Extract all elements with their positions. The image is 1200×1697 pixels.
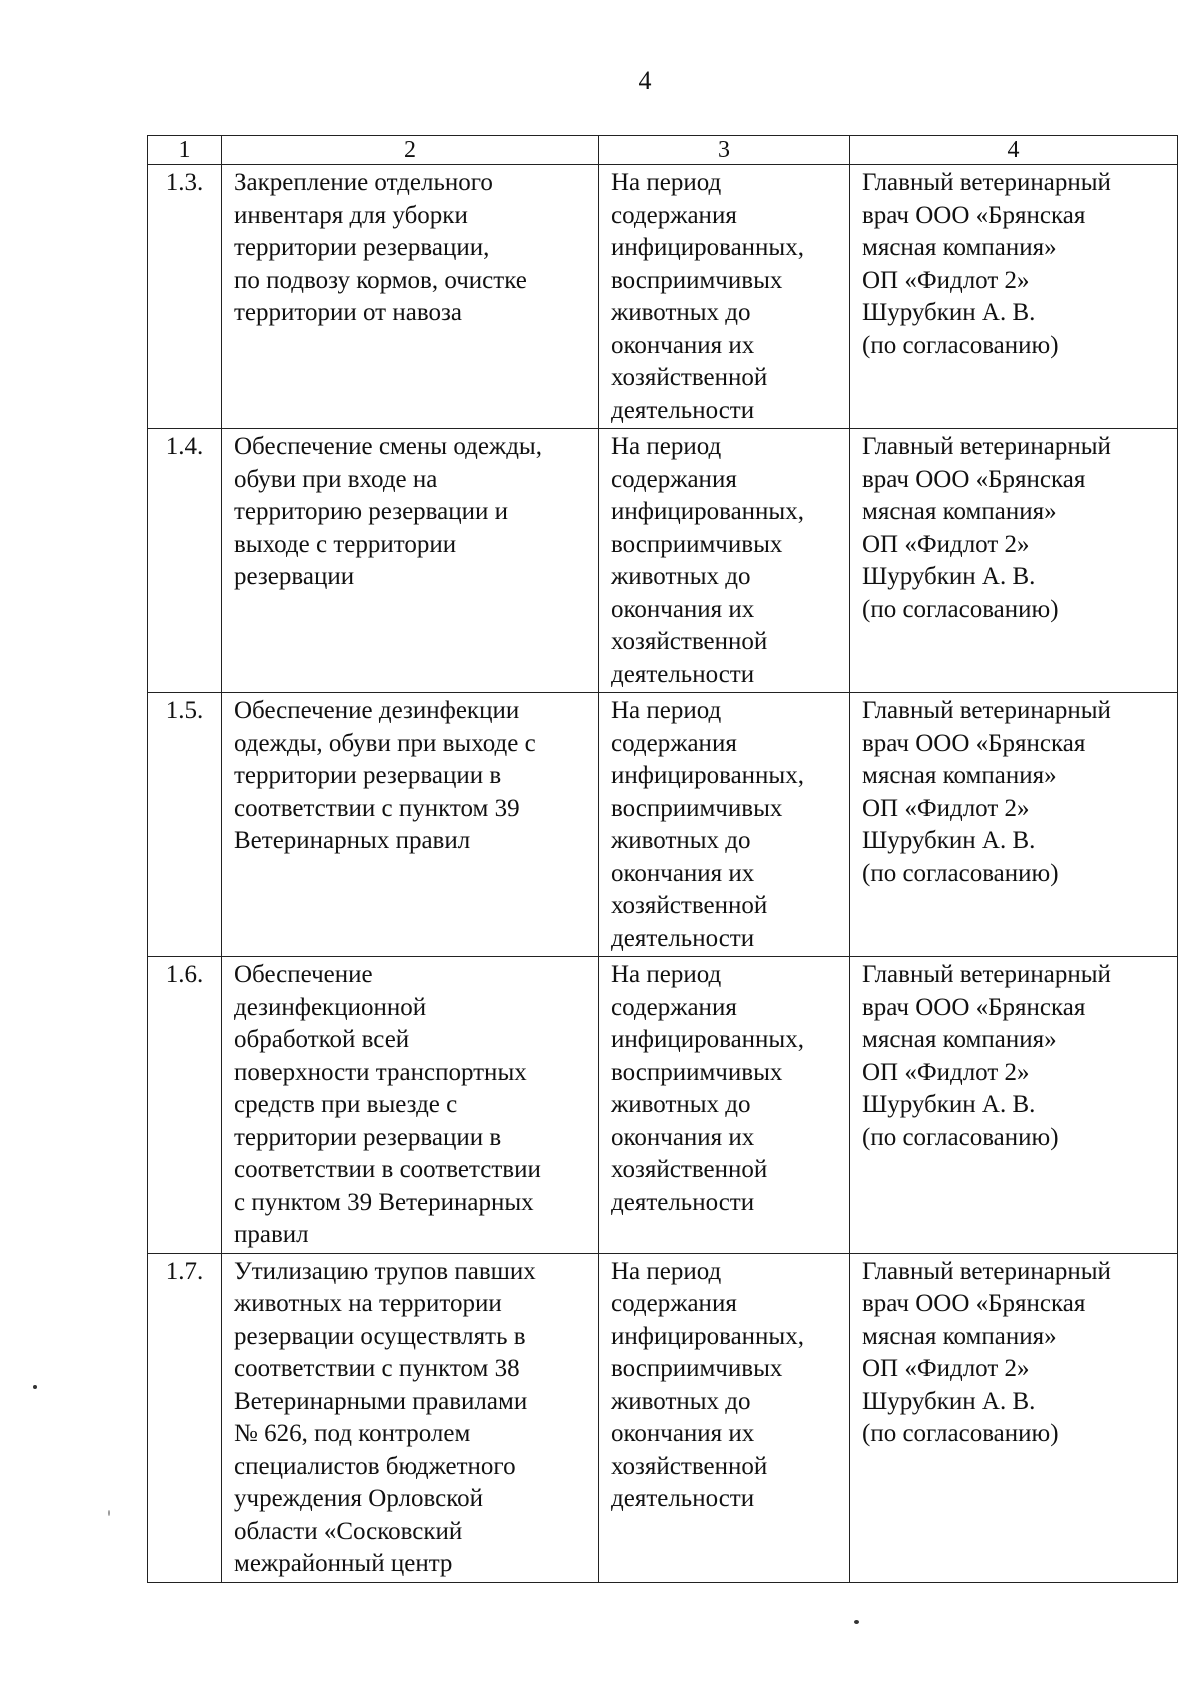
responsible-cell: Главный ветеринарный врач ООО «Брянская мясная компания» ОП «Фидлот 2» Шурубкин А. В. (по согласованию) <box>850 165 1178 429</box>
measure-cell: Закрепление отдельного инвентаря для уборки территории резервации, по подвозу кормов, очистке территории от навоза <box>222 165 599 429</box>
header-col-1: 1 <box>148 136 222 165</box>
period-cell: На период содержания инфицированных, восприимчивых животных до окончания их хозяйственной деятельности <box>599 1253 850 1582</box>
row-number: 1.5. <box>148 693 222 957</box>
row-number: 1.3. <box>148 165 222 429</box>
responsible-cell: Главный ветеринарный врач ООО «Брянская мясная компания» ОП «Фидлот 2» Шурубкин А. В. (по согласованию) <box>850 429 1178 693</box>
row-number: 1.7. <box>148 1253 222 1582</box>
measure-cell: Утилизацию трупов павших животных на территории резервации осуществлять в соответствии с пунктом 38 Ветеринарными правилами № 626, под контролем специалистов бюджетного учреждения Орловской области «Сосковский межрайонный центр <box>222 1253 599 1582</box>
table-row <box>148 693 1178 957</box>
table-header-row <box>148 136 1178 165</box>
measures-table <box>147 135 1178 1583</box>
scan-speck <box>108 1510 110 1516</box>
header-col-2: 2 <box>222 136 599 165</box>
row-number: 1.4. <box>148 429 222 693</box>
responsible-cell: Главный ветеринарный врач ООО «Брянская мясная компания» ОП «Фидлот 2» Шурубкин А. В. (по согласованию) <box>850 1253 1178 1582</box>
header-col-4: 4 <box>850 136 1178 165</box>
table-row <box>148 429 1178 693</box>
header-col-3: 3 <box>599 136 850 165</box>
scan-speck <box>33 1385 37 1389</box>
measure-cell: Обеспечение дезинфекционной обработкой всей поверхности транспортных средств при выезде с территории резервации в соответствии в соответствии с пунктом 39 Ветеринарных правил <box>222 957 599 1254</box>
scan-speck <box>854 1620 859 1624</box>
responsible-cell: Главный ветеринарный врач ООО «Брянская мясная компания» ОП «Фидлот 2» Шурубкин А. В. (по согласованию) <box>850 957 1178 1254</box>
period-cell: На период содержания инфицированных, восприимчивых животных до окончания их хозяйственной деятельности <box>599 429 850 693</box>
measure-cell: Обеспечение дезинфекции одежды, обуви при выходе с территории резервации в соответствии с пунктом 39 Ветеринарных правил <box>222 693 599 957</box>
page-number: 4 <box>638 66 652 95</box>
row-number: 1.6. <box>148 957 222 1254</box>
period-cell: На период содержания инфицированных, восприимчивых животных до окончания их хозяйственной деятельности <box>599 957 850 1254</box>
period-cell: На период содержания инфицированных, восприимчивых животных до окончания их хозяйственной деятельности <box>599 165 850 429</box>
table-row <box>148 957 1178 1254</box>
table-row <box>148 165 1178 429</box>
responsible-cell: Главный ветеринарный врач ООО «Брянская мясная компания» ОП «Фидлот 2» Шурубкин А. В. (по согласованию) <box>850 693 1178 957</box>
measure-cell: Обеспечение смены одежды, обуви при входе на территорию резервации и выходе с территории резервации <box>222 429 599 693</box>
table-row <box>148 1253 1178 1582</box>
period-cell: На период содержания инфицированных, восприимчивых животных до окончания их хозяйственной деятельности <box>599 693 850 957</box>
